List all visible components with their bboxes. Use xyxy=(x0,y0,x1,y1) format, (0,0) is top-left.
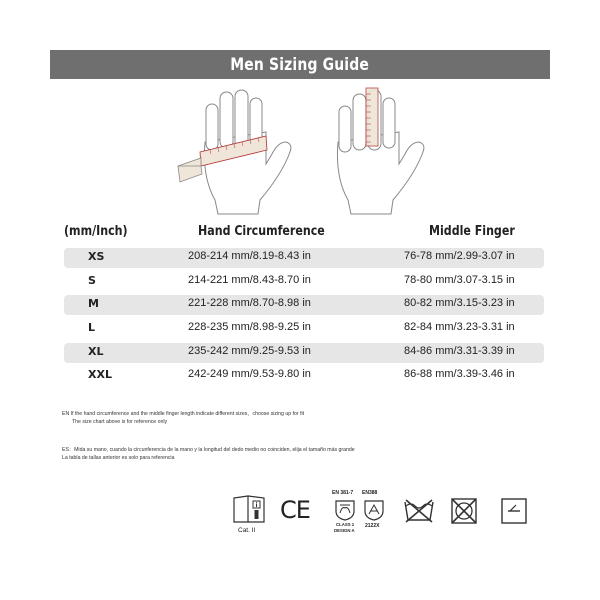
en388-shield-icon xyxy=(363,499,385,521)
circumference-cell: 242-249 mm/9.53-9.80 in xyxy=(188,368,311,380)
en3817-design: DESIGN A xyxy=(334,528,355,533)
finger-cell: 86-88 mm/3.39-3.46 in xyxy=(404,368,515,380)
en3817-shield-icon xyxy=(334,499,356,521)
finger-cell: 78-80 mm/3.07-3.15 in xyxy=(404,274,515,286)
header-finger: Middle Finger xyxy=(429,224,515,239)
size-cell: XXL xyxy=(88,368,112,381)
note-es-line1: ES：Mida su mano, cuando la circunferencia de la mano y la longitud del dedo medio no coinciden, elija el tamaño más grande xyxy=(62,447,355,453)
note-en-line1: EN If the hand circumference and the middle finger length indicate different sizes，choose sizing up for fit xyxy=(62,411,305,417)
table-row xyxy=(64,319,544,339)
table-row xyxy=(64,343,544,363)
circumference-cell: 214-221 mm/8.43-8.70 in xyxy=(188,274,311,286)
en3817-title: EN 381-7 xyxy=(332,490,354,496)
page-title: Men Sizing Guide xyxy=(230,54,370,75)
hand-illustrations xyxy=(170,82,430,217)
table-row xyxy=(64,366,544,386)
right-hand-measure-illustration xyxy=(337,88,423,214)
finger-cell: 82-84 mm/3.23-3.31 in xyxy=(404,321,515,333)
finger-cell: 80-82 mm/3.15-3.23 in xyxy=(404,297,515,309)
note-en-line2: The size chart above is for reference only xyxy=(72,419,168,425)
dry-flat-icon xyxy=(500,497,528,525)
left-hand-measure-illustration xyxy=(178,90,291,214)
size-cell: M xyxy=(88,297,99,310)
table-row xyxy=(64,272,544,292)
do-not-wash-icon xyxy=(403,498,435,524)
svg-text:i: i xyxy=(255,502,258,509)
header-unit: (mm/Inch) xyxy=(64,224,128,239)
en388-title: EN388 xyxy=(362,490,378,496)
cat-label: Cat. II xyxy=(238,527,256,534)
finger-cell: 76-78 mm/2.99-3.07 in xyxy=(404,250,515,262)
en388-code: 2122X xyxy=(365,523,380,529)
size-cell: XL xyxy=(88,345,104,358)
title-bar xyxy=(50,50,550,79)
note-es xyxy=(62,446,355,462)
note-es-line2: La tabla de tallas anterior es solo para referencia xyxy=(62,455,175,461)
table-header xyxy=(50,224,550,246)
info-book-icon xyxy=(232,494,266,524)
certification-icons xyxy=(228,492,538,537)
ce-mark-icon: CE xyxy=(280,496,310,524)
do-not-tumble-dry-icon xyxy=(450,497,478,525)
finger-cell: 84-86 mm/3.31-3.39 in xyxy=(404,345,515,357)
circumference-cell: 208-214 mm/8.19-8.43 in xyxy=(188,250,311,262)
circumference-cell: 235-242 mm/9.25-9.53 in xyxy=(188,345,311,357)
size-cell: L xyxy=(88,321,96,334)
en3817-class: CLASS 1 xyxy=(336,522,355,527)
size-cell: XS xyxy=(88,250,105,263)
table-row xyxy=(64,295,544,315)
header-circumference: Hand Circumference xyxy=(198,224,325,239)
table-row xyxy=(64,248,544,268)
size-cell: S xyxy=(88,274,96,287)
circumference-cell: 228-235 mm/8.98-9.25 in xyxy=(188,321,311,333)
note-en xyxy=(62,410,304,426)
circumference-cell: 221-228 mm/8.70-8.98 in xyxy=(188,297,311,309)
